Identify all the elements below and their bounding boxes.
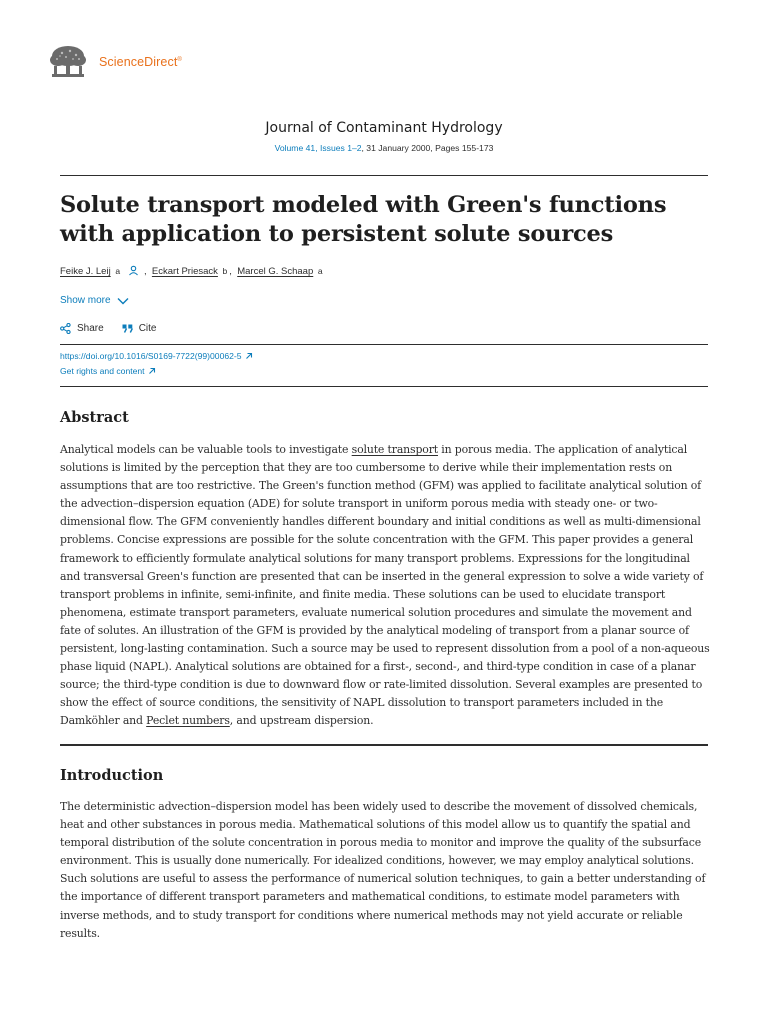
author-list: Feike J. Leij a , Eckart Priesack b , Marcel G. Schaap a xyxy=(60,266,323,277)
rights-link[interactable]: Get rights and content xyxy=(60,366,156,376)
issue-info xyxy=(0,143,768,153)
issue-details: , 31 January 2000, Pages 155-173 xyxy=(361,143,494,153)
share-icon xyxy=(60,323,71,334)
affiliation-mark: b xyxy=(222,266,228,276)
solute-transport-link[interactable]: solute transport xyxy=(351,443,438,456)
divider xyxy=(60,344,708,345)
divider xyxy=(60,386,708,387)
chevron-down-icon xyxy=(117,297,129,305)
show-more-button[interactable] xyxy=(60,295,129,306)
introduction-heading: Introduction xyxy=(60,767,164,784)
share-label: Share xyxy=(77,323,104,334)
article-actions xyxy=(60,323,174,334)
article-title: Solute transport modeled with Green's functions with application to persistent solute sources xyxy=(60,192,667,247)
author-link[interactable]: Marcel G. Schaap xyxy=(237,266,314,277)
abstract-text: Analytical models can be valuable tools to investigate solute transport in porous media. The application of analytical solutions is limited by the perception that they are too cumbersome to derive while their implementation rests on assumptions that are too restrictive. The Green's function method (GFM) was applied to facilitate analytical solution of the advection–dispersion equation (ADE) for solute transport in uniform porous media with steady one- or two-dimensional flow. The GFM conveniently handles different boundary and initial conditions as well as multi-dimensional problems. Concise expressions are possible for the solute concentration with the GFM. This paper provides a general framework to efficiently formulate analytical solutions for many transport problems. Expressions for the longitudinal and transversal Green's function are presented that can be inserted in the general expression to solve a wide variety of transport problems in infinite, semi-infinite, and finite media. These solutions can be used to elucidate transport phenomena, estimate transport parameters, evaluate numerical solution procedures and simulate the movement and fate of solutes. An illustration of the GFM is provided by the analytical modeling of transport from a planar source of persistent, long-lasting contamination. Such a source may be used to represent dissolution from a pool of a non-aqueous phase liquid (NAPL). Analytical solutions are obtained for a first-, second-, and third-type condition in case of a planar source; the third-type condition is due to downward flow or rate-limited dissolution. Several examples are presented to show the effect of source conditions, the sensitivity of NAPL dissolution to transport parameters included in the Damköhler and Peclet numbers, and upstream dispersion. xyxy=(60,443,710,728)
doi-link[interactable]: https://doi.org/10.1016/S0169-7722(99)00062-5 xyxy=(60,351,253,361)
sciencedirect-logo-text[interactable]: ScienceDirect® xyxy=(99,55,182,69)
issue-link[interactable]: Volume 41, Issues 1–2 xyxy=(274,143,362,153)
author-link[interactable]: Eckart Priesack xyxy=(151,266,218,277)
cite-label: Cite xyxy=(138,323,157,334)
show-more-label: Show more xyxy=(60,295,111,306)
introduction-text: The deterministic advection–dispersion model has been widely used to describe the movement of dissolved chemicals, heat and other substances in porous media. Mathematical solutions of this model allow us to quantify the spatial and temporal distribution of the solute concentration in porous media to monitor and improve the quality of the subsurface environment. This is usually done numerically. For idealized conditions, however, we may employ analytical solutions. Such solutions are useful to assess the performance of numerical solution techniques, to gain a better understanding of the importance of different transport parameters and mathematical conditions, to estimate model parameters with inverse methods, and to study transport for conditions where numerical methods may not yield accurate or reliable results. xyxy=(60,800,706,940)
affiliation-mark: a xyxy=(115,266,121,276)
divider xyxy=(60,744,708,746)
person-icon[interactable] xyxy=(128,265,139,276)
share-button[interactable] xyxy=(60,323,104,334)
affiliation-mark: a xyxy=(317,266,323,276)
external-link-icon xyxy=(148,367,156,375)
cite-button[interactable] xyxy=(122,323,157,334)
abstract-heading: Abstract xyxy=(60,409,129,426)
elsevier-tree-icon[interactable] xyxy=(48,44,88,80)
site-header xyxy=(48,44,182,80)
author-link[interactable]: Feike J. Leij xyxy=(60,266,111,277)
peclet-numbers-link[interactable]: Peclet numbers xyxy=(146,714,230,728)
journal-title[interactable]: Journal of Contaminant Hydrology xyxy=(265,120,503,136)
divider xyxy=(60,175,708,176)
external-link-icon xyxy=(245,352,253,360)
quote-icon xyxy=(122,324,133,333)
